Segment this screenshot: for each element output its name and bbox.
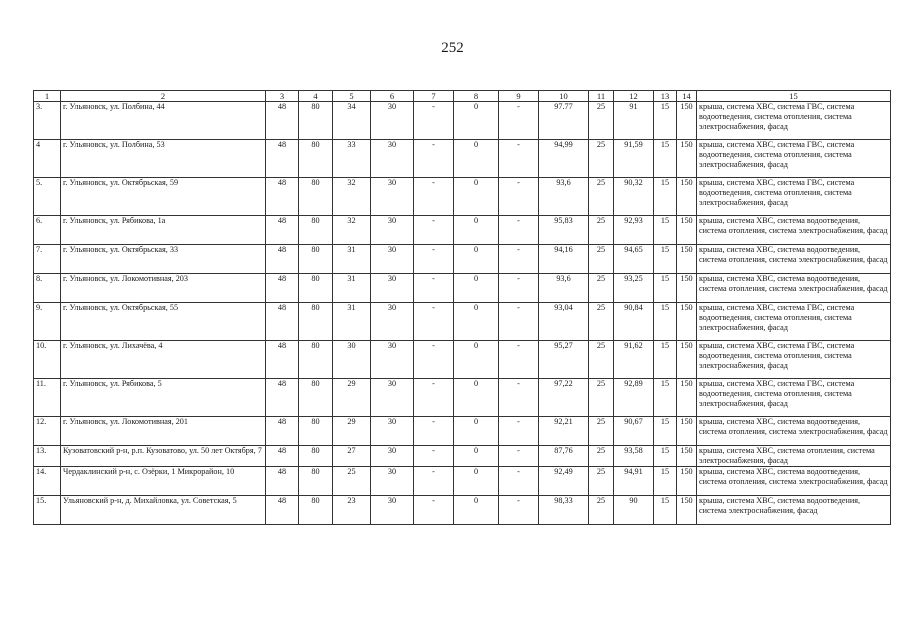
value-cell: 0 [454,216,499,245]
row-number-cell: 3. [34,102,61,140]
value-cell: 29 [333,417,371,446]
header-cell: 7 [414,91,454,102]
table-row [34,417,891,446]
value-cell: 25 [589,379,614,417]
works-cell: крыша, система ХВС, система водоотведения, система отопления, система электроснабжения, фасад [697,245,891,274]
value-cell: 0 [454,417,499,446]
value-cell: 48 [266,303,299,341]
value-cell: - [499,178,539,216]
address-cell: Кузоватовский р-н, р.п. Кузоватово, ул. 50 лет Октября, 7 [61,446,266,467]
value-cell: 90,32 [614,178,654,216]
value-cell: 48 [266,140,299,178]
value-cell: 27 [333,446,371,467]
repair-table [33,90,891,525]
value-cell: 15 [654,245,677,274]
value-cell: 48 [266,274,299,303]
value-cell: 92,89 [614,379,654,417]
header-cell: 11 [589,91,614,102]
works-cell: крыша, система ХВС, система отопления, система электроснабжения, фасад [697,446,891,467]
value-cell: 25 [589,467,614,496]
value-cell: - [414,496,454,525]
value-cell: 94,99 [539,140,589,178]
value-cell: 150 [677,467,697,496]
page-number: 252 [441,40,464,56]
value-cell: - [499,467,539,496]
address-cell: г. Ульяновск, ул. Рябикова, 1а [61,216,266,245]
works-cell: крыша, система ХВС, система водоотведения, система отопления, система электроснабжения, фасад [697,274,891,303]
table-row [34,446,891,467]
value-cell: 15 [654,303,677,341]
row-number-cell: 6. [34,216,61,245]
header-cell: 5 [333,91,371,102]
value-cell: 150 [677,245,697,274]
value-cell: 15 [654,216,677,245]
value-cell: 80 [299,341,333,379]
header-cell: 4 [299,91,333,102]
value-cell: 30 [371,178,414,216]
value-cell: 23 [333,496,371,525]
works-cell: крыша, система ХВС, система ГВС, система водоотведения, система отопления, система электроснабжения, фасад [697,303,891,341]
header-cell: 2 [61,91,266,102]
value-cell: 25 [589,216,614,245]
value-cell: 30 [371,303,414,341]
value-cell: 0 [454,303,499,341]
value-cell: - [499,379,539,417]
value-cell: - [414,216,454,245]
table-row [34,379,891,417]
value-cell: - [414,467,454,496]
value-cell: 92,21 [539,417,589,446]
row-number-cell: 11. [34,379,61,417]
value-cell: 90 [614,496,654,525]
value-cell: 30 [371,274,414,303]
value-cell: 97.77 [539,102,589,140]
value-cell: 15 [654,102,677,140]
header-cell: 13 [654,91,677,102]
value-cell: 93,25 [614,274,654,303]
value-cell: - [414,341,454,379]
value-cell: 32 [333,216,371,245]
value-cell: 92,93 [614,216,654,245]
row-number-cell: 4 [34,140,61,178]
address-cell: г. Ульяновск, ул. Октябрьская, 59 [61,178,266,216]
works-cell: крыша, система ХВС, система ГВС, система водоотведения, система отопления, система электроснабжения, фасад [697,140,891,178]
value-cell: 87,76 [539,446,589,467]
value-cell: 32 [333,178,371,216]
value-cell: 48 [266,496,299,525]
value-cell: 30 [333,341,371,379]
value-cell: 80 [299,303,333,341]
value-cell: 92,49 [539,467,589,496]
value-cell: 80 [299,178,333,216]
value-cell: 80 [299,467,333,496]
row-number-cell: 7. [34,245,61,274]
value-cell: 150 [677,140,697,178]
value-cell: 91,59 [614,140,654,178]
value-cell: 30 [371,341,414,379]
value-cell: - [499,446,539,467]
works-cell: крыша, система ХВС, система водоотведения, система отопления, система электроснабжения, фасад [697,216,891,245]
table-row [34,303,891,341]
value-cell: 30 [371,496,414,525]
header-cell: 1 [34,91,61,102]
table-row [34,496,891,525]
value-cell: - [499,102,539,140]
value-cell: 150 [677,216,697,245]
row-number-cell: 12. [34,417,61,446]
value-cell: 30 [371,245,414,274]
value-cell: 94,91 [614,467,654,496]
header-cell: 14 [677,91,697,102]
header-cell: 6 [371,91,414,102]
value-cell: - [499,417,539,446]
table-row [34,102,891,140]
value-cell: 48 [266,379,299,417]
value-cell: 48 [266,417,299,446]
value-cell: 0 [454,467,499,496]
value-cell: 95,27 [539,341,589,379]
value-cell: 25 [589,417,614,446]
value-cell: - [414,140,454,178]
works-cell: крыша, система ХВС, система ГВС, система водоотведения, система отопления, система электроснабжения, фасад [697,102,891,140]
value-cell: 150 [677,341,697,379]
row-number-cell: 10. [34,341,61,379]
value-cell: 95,83 [539,216,589,245]
row-number-cell: 8. [34,274,61,303]
value-cell: 31 [333,274,371,303]
works-cell: крыша, система ХВС, система водоотведения, система отопления, система электроснабжения, фасад [697,417,891,446]
value-cell: 25 [589,446,614,467]
value-cell: - [414,274,454,303]
row-number-cell: 13. [34,446,61,467]
value-cell: 30 [371,102,414,140]
address-cell: г. Ульяновск, ул. Лихачёва, 4 [61,341,266,379]
header-cell: 8 [454,91,499,102]
value-cell: 48 [266,446,299,467]
value-cell: 90,67 [614,417,654,446]
value-cell: 25 [589,102,614,140]
value-cell: 15 [654,341,677,379]
value-cell: 150 [677,379,697,417]
value-cell: 25 [589,178,614,216]
value-cell: 150 [677,496,697,525]
table-row [34,341,891,379]
value-cell: - [414,446,454,467]
table-row [34,216,891,245]
value-cell: 48 [266,216,299,245]
value-cell: 80 [299,245,333,274]
value-cell: 93,6 [539,178,589,216]
value-cell: 48 [266,467,299,496]
address-cell: г. Ульяновск, ул. Рябикова, 5 [61,379,266,417]
value-cell: 33 [333,140,371,178]
address-cell: г. Ульяновск, ул. Локомотивная, 203 [61,274,266,303]
value-cell: 25 [589,496,614,525]
table-row [34,245,891,274]
value-cell: - [499,245,539,274]
value-cell: 0 [454,102,499,140]
value-cell: - [499,303,539,341]
value-cell: 25 [589,140,614,178]
header-cell: 15 [697,91,891,102]
value-cell: 30 [371,446,414,467]
table-row [34,140,891,178]
value-cell: 150 [677,303,697,341]
works-cell: крыша, система ХВС, система водоотведения, система отопления, система электроснабжения, фасад [697,467,891,496]
table-row [34,274,891,303]
value-cell: 94,65 [614,245,654,274]
value-cell: 0 [454,245,499,274]
value-cell: 30 [371,216,414,245]
value-cell: - [414,102,454,140]
value-cell: 0 [454,140,499,178]
value-cell: - [414,417,454,446]
row-number-cell: 5. [34,178,61,216]
table-row [34,467,891,496]
value-cell: 0 [454,178,499,216]
value-cell: 93,6 [539,274,589,303]
table-row [34,178,891,216]
value-cell: - [499,274,539,303]
value-cell: 15 [654,178,677,216]
value-cell: - [414,303,454,341]
value-cell: 25 [589,341,614,379]
value-cell: 80 [299,216,333,245]
value-cell: 0 [454,496,499,525]
header-cell: 10 [539,91,589,102]
value-cell: 34 [333,102,371,140]
value-cell: 80 [299,379,333,417]
value-cell: 91,62 [614,341,654,379]
value-cell: 15 [654,467,677,496]
value-cell: 98,33 [539,496,589,525]
value-cell: 0 [454,446,499,467]
value-cell: 29 [333,379,371,417]
value-cell: 25 [589,245,614,274]
value-cell: 150 [677,446,697,467]
value-cell: 31 [333,245,371,274]
value-cell: - [499,341,539,379]
value-cell: 30 [371,379,414,417]
value-cell: 15 [654,274,677,303]
value-cell: 0 [454,274,499,303]
value-cell: 48 [266,245,299,274]
value-cell: 15 [654,417,677,446]
address-cell: г. Ульяновск, ул. Локомотивная, 201 [61,417,266,446]
value-cell: 150 [677,102,697,140]
value-cell: 90,84 [614,303,654,341]
value-cell: - [499,140,539,178]
address-cell: г. Ульяновск, ул. Полбина, 44 [61,102,266,140]
value-cell: - [414,178,454,216]
value-cell: 80 [299,274,333,303]
value-cell: 80 [299,446,333,467]
value-cell: 91 [614,102,654,140]
value-cell: - [414,379,454,417]
value-cell: 80 [299,140,333,178]
value-cell: 80 [299,102,333,140]
value-cell: 25 [333,467,371,496]
works-cell: крыша, система ХВС, система водоотведения, система электроснабжения, фасад [697,496,891,525]
value-cell: 150 [677,417,697,446]
value-cell: 80 [299,496,333,525]
address-cell: Чердаклинский р-н, с. Озёрки, 1 Микрорайон, 10 [61,467,266,496]
value-cell: - [499,496,539,525]
value-cell: 0 [454,341,499,379]
header-row [34,91,891,102]
value-cell: 80 [299,417,333,446]
value-cell: - [414,245,454,274]
value-cell: 31 [333,303,371,341]
value-cell: 48 [266,178,299,216]
works-cell: крыша, система ХВС, система ГВС, система водоотведения, система отопления, система электроснабжения, фасад [697,341,891,379]
row-number-cell: 15. [34,496,61,525]
address-cell: Ульяновский р-н, д. Михайловка, ул. Советская, 5 [61,496,266,525]
address-cell: г. Ульяновск, ул. Октябрьская, 33 [61,245,266,274]
value-cell: 25 [589,303,614,341]
value-cell: 97,22 [539,379,589,417]
value-cell: - [499,216,539,245]
value-cell: 30 [371,417,414,446]
value-cell: 94,16 [539,245,589,274]
value-cell: 30 [371,467,414,496]
works-cell: крыша, система ХВС, система ГВС, система водоотведения, система отопления, система электроснабжения, фасад [697,178,891,216]
value-cell: 93,04 [539,303,589,341]
value-cell: 48 [266,102,299,140]
value-cell: 48 [266,341,299,379]
header-cell: 3 [266,91,299,102]
value-cell: 15 [654,379,677,417]
value-cell: 93,58 [614,446,654,467]
address-cell: г. Ульяновск, ул. Полбина, 53 [61,140,266,178]
value-cell: 150 [677,274,697,303]
value-cell: 150 [677,178,697,216]
value-cell: 30 [371,140,414,178]
value-cell: 15 [654,496,677,525]
works-cell: крыша, система ХВС, система ГВС, система водоотведения, система отопления, система электроснабжения, фасад [697,379,891,417]
header-cell: 12 [614,91,654,102]
value-cell: 25 [589,274,614,303]
header-cell: 9 [499,91,539,102]
address-cell: г. Ульяновск, ул. Октябрьская, 55 [61,303,266,341]
value-cell: 15 [654,446,677,467]
value-cell: 15 [654,140,677,178]
row-number-cell: 14. [34,467,61,496]
row-number-cell: 9. [34,303,61,341]
value-cell: 0 [454,379,499,417]
